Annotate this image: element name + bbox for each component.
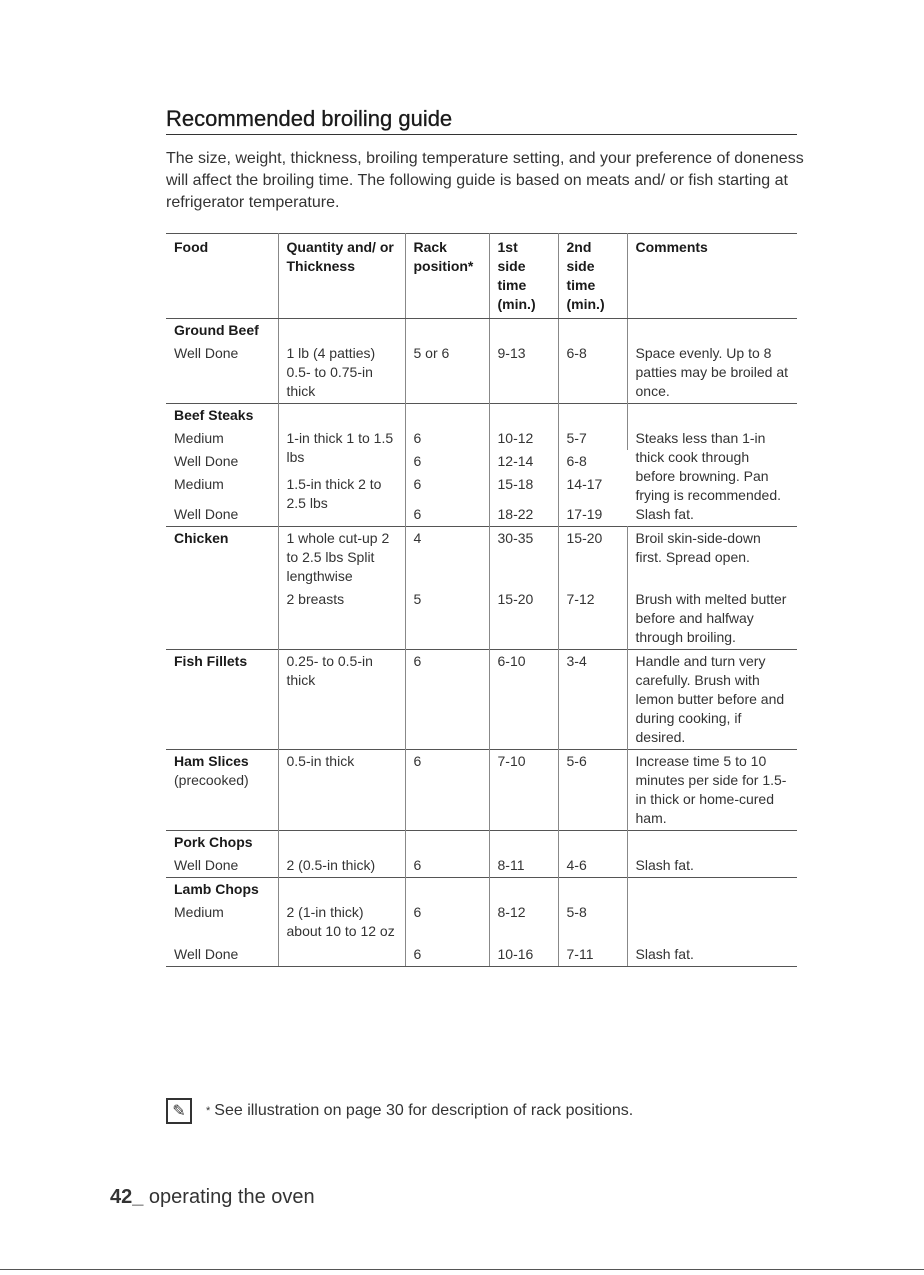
quantity-cell: 2 (1-in thick) about 10 to 12 oz [278, 901, 405, 943]
doneness-label: Medium [166, 473, 278, 503]
first-side-cell: 7-10 [489, 750, 558, 831]
table-row [166, 650, 797, 750]
rack-cell: 4 [405, 527, 489, 589]
rack-cell: 6 [405, 854, 489, 878]
note-pencil-icon: ✎ [166, 1098, 192, 1124]
second-side-cell: 5-8 [558, 901, 627, 943]
second-side-cell: 6-8 [566, 453, 587, 469]
comments-cell: Slash fat. [635, 857, 694, 873]
first-side-cell: 12-14 [489, 450, 558, 473]
rack-cell: 6 [405, 450, 489, 473]
table-row [166, 901, 797, 943]
table-row [166, 878, 797, 902]
first-side-cell: 15-20 [489, 588, 558, 650]
second-side-cell: 5-7 [558, 427, 627, 450]
intro-paragraph: The size, weight, thickness, broiling temperature setting, and your preference of doneness will affect the broiling time. The following guide is based on meats and/ or fish starting at refrigerator temperature. [166, 150, 804, 211]
comments-cell: Broil skin-side-down first. Spread open. [627, 527, 797, 589]
quantity-cell: 1-in thick 1 to 1.5 lbs [278, 427, 405, 473]
rack-cell: 6 [405, 473, 489, 503]
second-side-cell: 7-11 [558, 943, 627, 967]
first-side-cell: 9-13 [489, 342, 558, 404]
page-footer [110, 1186, 315, 1209]
first-side-cell: 8-11 [489, 854, 558, 878]
header-food: Food [166, 234, 278, 319]
doneness-label: Medium [166, 901, 278, 943]
header-comments: Comments [627, 234, 797, 319]
rack-cell: 6 [405, 750, 489, 831]
second-side-cell: 3-4 [558, 650, 627, 750]
first-side-cell: 15-18 [489, 473, 558, 503]
rack-cell: 5 or 6 [405, 342, 489, 404]
table-header-row [166, 234, 797, 319]
doneness-label: Well Done [166, 854, 278, 878]
broiling-guide-table [166, 233, 797, 967]
table-row [166, 404, 797, 428]
first-side-cell: 8-12 [489, 901, 558, 943]
comments-cell: Steaks less than 1-in thick cook through before browning. Pan frying is recommended. Slash fat. [635, 430, 782, 522]
food-name: Fish Fillets [166, 650, 278, 750]
rack-cell: 5 [405, 588, 489, 650]
first-side-cell: 18-22 [489, 503, 558, 527]
header-rack: Rack position* [405, 234, 489, 319]
quantity-cell: 1 lb (4 patties) 0.5- to 0.75-in thick [278, 342, 405, 404]
table-row [166, 427, 797, 450]
header-quantity: Quantity and/ or Thickness [278, 234, 405, 319]
food-name: Beef Steaks [166, 404, 278, 428]
comments-cell: Brush with melted butter before and halfway through broiling. [635, 591, 787, 645]
food-name: Chicken [166, 527, 278, 650]
table-row [166, 943, 797, 967]
header-first-side: 1st side time (min.) [489, 234, 558, 319]
first-side-cell: 10-16 [489, 943, 558, 967]
section-name: operating the oven [143, 1186, 315, 1208]
footnote-asterisk: * [206, 1105, 211, 1117]
quantity-cell: 1.5-in thick 2 to 2.5 lbs [278, 473, 405, 527]
rack-cell: 6 [405, 943, 489, 967]
table-row [166, 527, 797, 589]
table-row [166, 854, 797, 878]
quantity-cell: 0.25- to 0.5-in thick [278, 650, 405, 750]
footnote-text: See illustration on page 30 for description of rack positions. [214, 1102, 634, 1119]
doneness-label: Well Done [166, 503, 278, 527]
rack-cell: 6 [405, 901, 489, 943]
first-side-cell: 30-35 [489, 527, 558, 589]
page-title: Recommended broiling guide [166, 106, 797, 135]
first-side-cell: 10-12 [489, 427, 558, 450]
footnote [166, 1098, 806, 1124]
quantity-cell: 0.5-in thick [278, 750, 405, 831]
table-row [166, 750, 797, 831]
table-row [166, 319, 797, 343]
bottom-divider [0, 1269, 924, 1270]
food-name: Lamb Chops [166, 878, 278, 902]
second-side-cell: 7-12 [558, 588, 627, 650]
food-name: Ham Slices [174, 753, 249, 769]
comments-cell: Space evenly. Up to 8 patties may be broiled at once. [635, 345, 789, 399]
page-number: 42_ [110, 1186, 144, 1208]
second-side-cell: 6-8 [558, 342, 627, 404]
second-side-cell: 17-19 [566, 506, 603, 522]
food-cell [166, 750, 278, 831]
quantity-cell: 1 whole cut-up 2 to 2.5 lbs Split lengthwise [278, 527, 405, 589]
food-note: (precooked) [174, 772, 249, 788]
table-row [166, 342, 797, 404]
quantity-cell: 2 (0.5-in thick) [278, 854, 405, 878]
doneness-label: Well Done [166, 450, 278, 473]
rack-cell: 6 [405, 503, 489, 527]
first-side-cell: 6-10 [489, 650, 558, 750]
doneness-label: Well Done [166, 943, 278, 967]
rack-cell: 6 [405, 650, 489, 750]
comments-cell: Slash fat. [627, 943, 797, 967]
second-side-cell: 14-17 [566, 476, 603, 492]
table-row [166, 831, 797, 855]
food-name: Pork Chops [166, 831, 278, 855]
doneness-label: Well Done [166, 342, 278, 404]
second-side-cell: 5-6 [558, 750, 627, 831]
comments-cell: Increase time 5 to 10 minutes per side for 1.5-in thick or home-cured ham. [627, 750, 797, 831]
rack-cell: 6 [405, 427, 489, 450]
second-side-cell: 15-20 [558, 527, 627, 589]
food-name: Ground Beef [166, 319, 278, 343]
header-second-side: 2nd side time (min.) [558, 234, 627, 319]
second-side-cell: 4-6 [558, 854, 627, 878]
doneness-label: Medium [166, 427, 278, 450]
comments-cell: Handle and turn very carefully. Brush with lemon butter before and during cooking, if desired. [627, 650, 797, 750]
quantity-cell: 2 breasts [278, 588, 405, 650]
